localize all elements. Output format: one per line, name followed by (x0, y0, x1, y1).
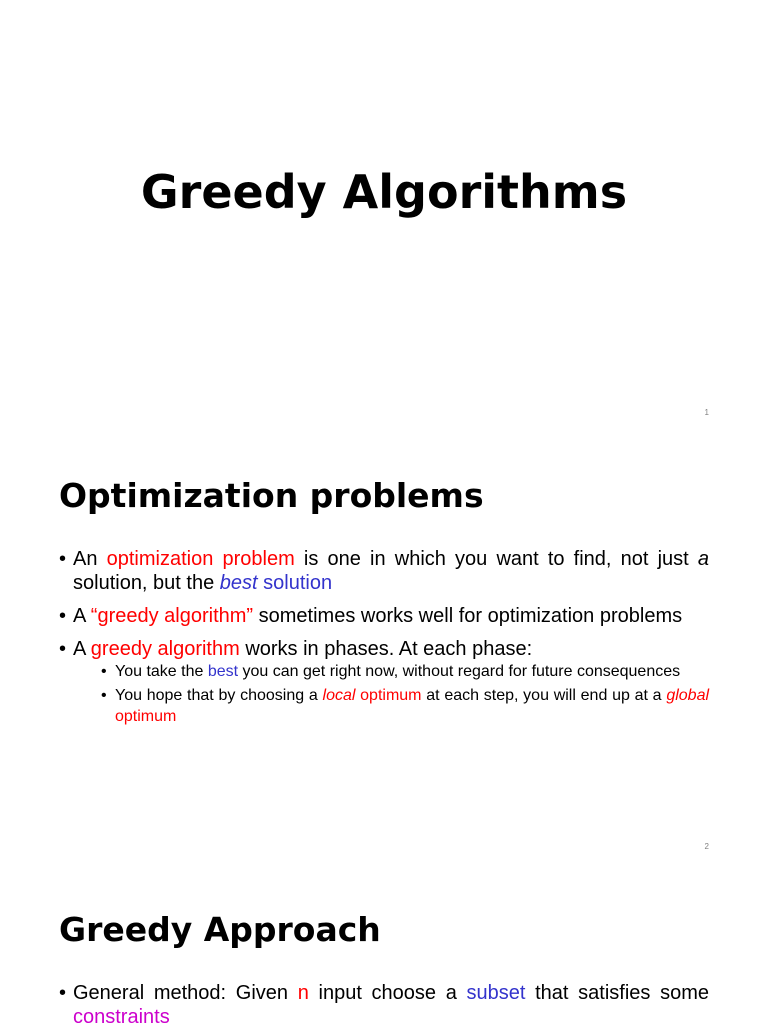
slide-3 (0, 868, 768, 1024)
bullet-optimization-problem: • An optimization problem is one in which you want to find, not just a solution, but the best solution (59, 547, 709, 595)
sub-bullet-take-best: • You take the best you can get right now, without regard for future consequences (101, 661, 709, 682)
slide-1-title: Greedy Algorithms (140, 165, 628, 219)
slide-2-title: Optimization problems (59, 476, 484, 515)
slide-2-page-number: 2 (704, 842, 709, 851)
slide-3-bullet-list (59, 981, 709, 1024)
slide-2 (0, 434, 768, 868)
slide-1 (0, 0, 768, 434)
slide-3-title: Greedy Approach (59, 910, 381, 949)
bullet-general-method: • General method: Given n input choose a subset that satisfies some constraints (59, 981, 709, 1024)
bullet-greedy-phases: • A greedy algorithm works in phases. At each phase: • You take the best you can get right now, without regard for future consequences • You hope that by choosing a local optimum at each step, you will end up at a global optimum (59, 637, 709, 727)
slide-2-bullet-list (59, 547, 709, 736)
sub-bullet-list (101, 661, 709, 727)
bullet-greedy-works-well: • A “greedy algorithm” sometimes works well for optimization problems (59, 604, 709, 628)
sub-bullet-local-optimum: • You hope that by choosing a local optimum at each step, you will end up at a global optimum (101, 685, 709, 727)
slide-1-page-number: 1 (704, 408, 709, 417)
